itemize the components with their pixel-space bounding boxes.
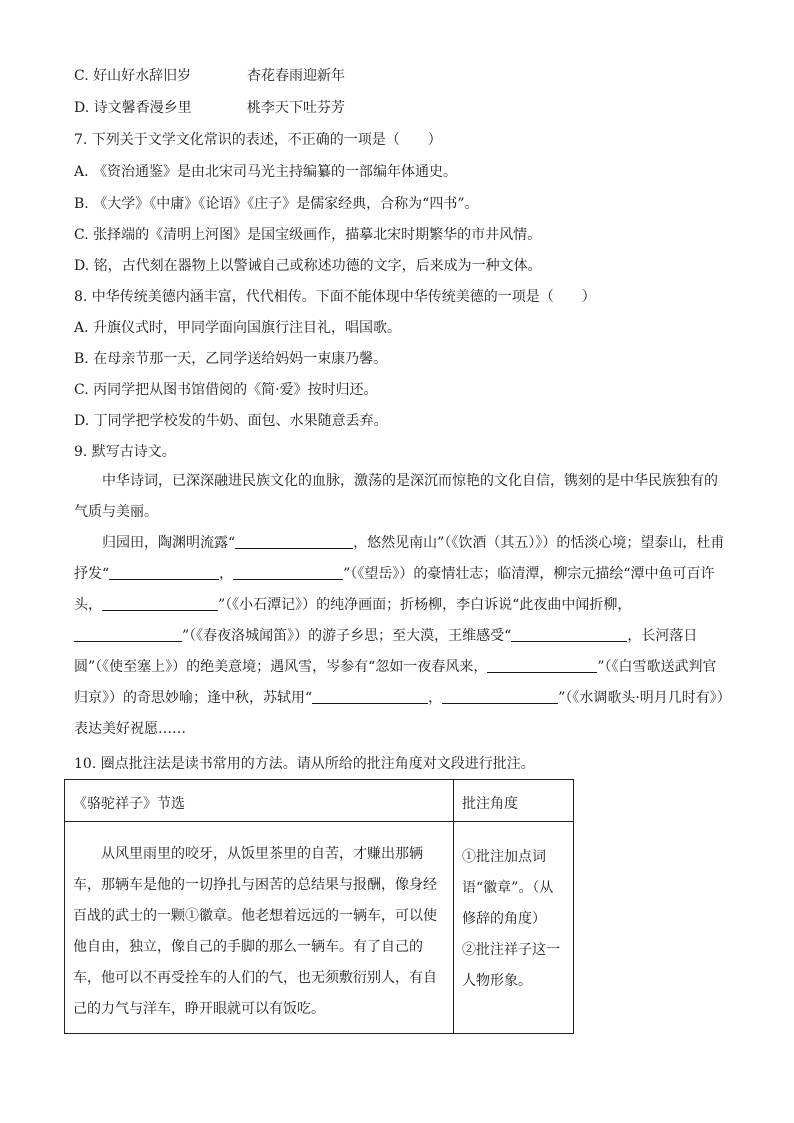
excerpt-passage: 从风里雨里的咬牙，从饭里茶里的自苦，才赚出那辆车，那辆车是他的一切挣扎与困苦的总结果与报酬，像身经百战的武士的一颗①徽章。他老想着远远的一辆车，可以使他自由，独立，像自己的手脚的那么一辆车。有了自己的车，他可以不再受拴车的人们的气，也无须敷衍别人，有自己的力气与洋车，睁开眼就可以有饭吃。 [65,822,454,1034]
question-7-option-d: D. 铭，古代刻在器物上以警诫自己或称述功德的文字，后来成为一种文体。 [74,258,542,274]
passage-text: ， [219,566,234,582]
answer-blank[interactable] [487,656,597,673]
option-d [74,98,345,118]
question-8-stem: 8. 中华传统美德内涵丰富，代代相传。下面不能体现中华传统美德的一项是（ ） [74,289,596,305]
question-7-option-a: A. 《资治通鉴》是由北宋司马光主持编纂的一部编年体通史。 [74,164,458,180]
question-7-option-b: B. 《大学》《中庸》《论语》《庄子》是儒家经典，合称为“四书”。 [74,196,479,212]
annotation-table [64,779,574,1034]
question-8-option-c: C. 丙同学把从图书馆借阅的《简·爱》按时归还。 [74,382,378,398]
question-7-stem: 7. 下列关于文学文化常识的表述，不正确的一项是（ ） [74,132,442,148]
passage-text: ”（《望岳》）的豪情壮志；临清潭，柳宗元描绘“潭中鱼可百许头， [74,566,715,613]
passage-text: ， [428,690,443,706]
question-9-intro: 中华诗词，已深深融进民族文化的血脉，激荡的是深沉而惊艳的文化自信，镌刻的是中华民族独有的气质与美丽。 [74,473,718,520]
option-right-text: 桃李天下吐芬芳 [247,100,345,116]
option-left-text: 诗文馨香漫乡里 [93,100,192,116]
option-left-text: 好山好水辞旧岁 [93,68,192,84]
question-7-option-c: C. 张择端的《清明上河图》是国宝级画作，描摹北宋时期繁华的市井风情。 [74,227,542,243]
question-10-stem: 10. 圈点批注法是读书常用的方法。请从所给的批注角度对文段进行批注。 [74,756,535,772]
passage-text: ”（《春夜洛城闻笛》）的游子乡思；至大漠，王维感受“ [182,628,512,644]
option-c [74,66,345,86]
passage-text: 归园田，陶渊明流露“ [102,535,236,551]
passage-text: ”（《水调歌头·明月几时有》）表达美好祝愿…… [74,690,724,737]
table-row [65,822,574,1034]
answer-blank[interactable] [442,687,558,704]
annotation-angle-1: ①批注加点词语“徽章”。（从修辞的角度） [462,849,554,927]
answer-blank[interactable] [109,563,219,580]
option-letter: D. [74,100,90,116]
answer-blank[interactable] [235,532,353,549]
passage-text: ，悠然见南山”（《饮酒（其五）》）的恬淡心境；望泰山，杜甫抒发“ [74,535,725,582]
passage-text: ”（《小石潭记》）的纯净画面；折杨柳，李白诉说“此夜曲中闻折柳， [218,597,632,613]
option-letter: C. [74,68,89,84]
table-header-excerpt: 《骆驼祥子》节选 [65,780,454,822]
answer-blank[interactable] [312,687,428,704]
table-header-row [65,780,574,822]
passage-text: ”（《白雪歌送武判官归京》）的奇思妙喻；逢中秋，苏轼用“ [74,659,717,706]
question-9-stem: 9. 默写古诗文。 [74,444,176,460]
question-8-option-a: A. 升旗仪式时，甲同学面向国旗行注目礼，唱国歌。 [74,320,402,336]
option-right-text: 杏花春雨迎新年 [247,68,345,84]
annotation-angle-2: ②批注祥子这一人物形象。 [462,942,560,989]
answer-blank[interactable] [102,594,218,611]
question-9-fill-passage [74,528,726,745]
table-header-angle: 批注角度 [454,780,574,822]
question-8-option-d: D. 丁同学把学校发的牛奶、面包、水果随意丢弃。 [74,413,388,429]
annotation-angles [454,822,574,1034]
answer-blank[interactable] [233,563,343,580]
passage-text: ，长河落日圆”（《使至塞上》）的绝美意境；遇风雪，岑参有“忽如一夜春风来， [74,628,698,675]
answer-blank[interactable] [74,625,182,642]
answer-blank[interactable] [511,625,627,642]
question-8-option-b: B. 在母亲节那一天，乙同学送给妈妈一束康乃馨。 [74,351,388,367]
